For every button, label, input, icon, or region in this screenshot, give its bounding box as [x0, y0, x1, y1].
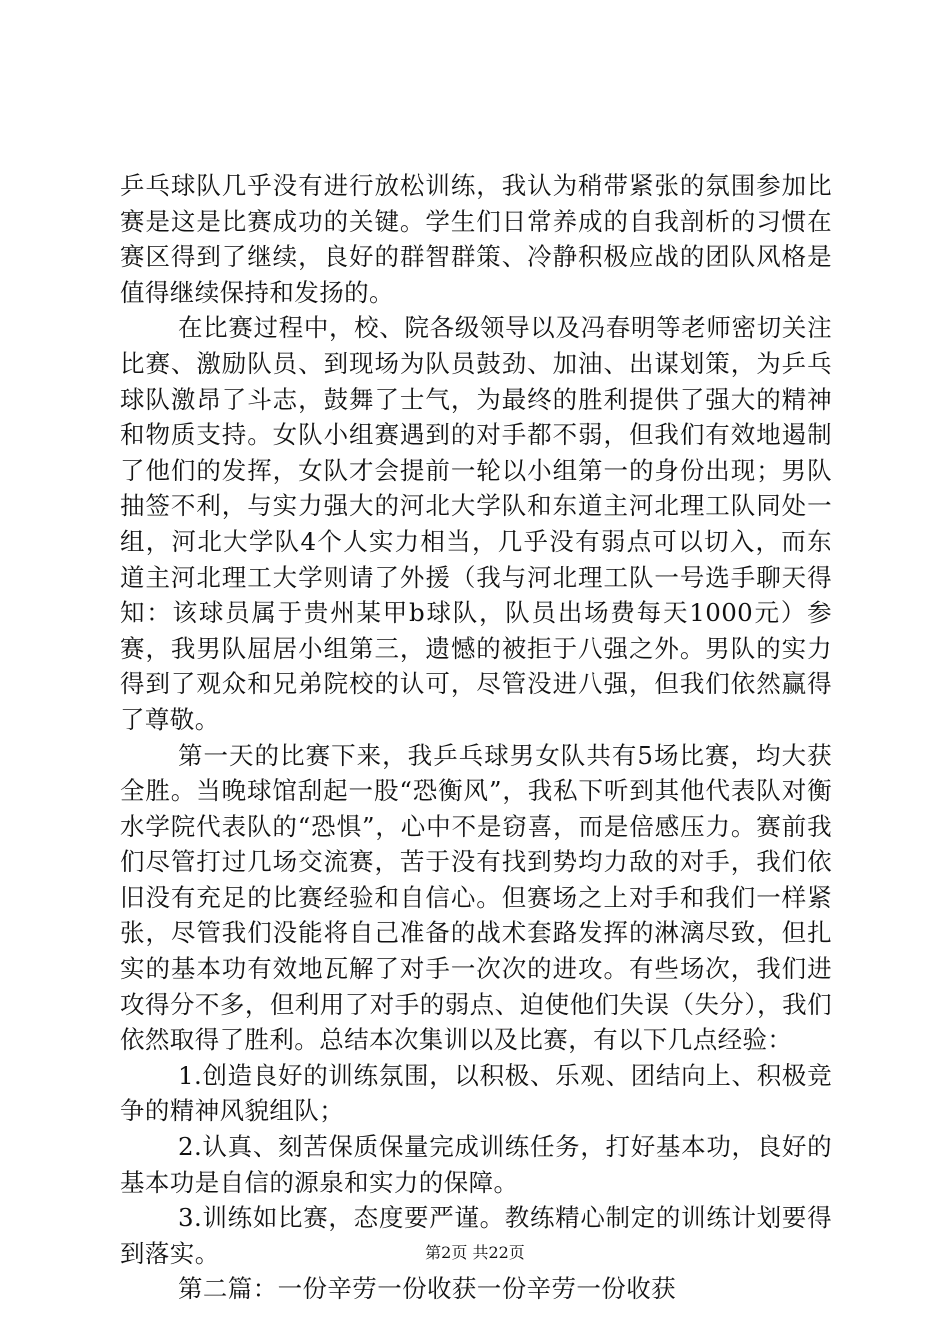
list-item-experience-3: 3.训练如比赛，态度要严谨。教练精心制定的训练计划要得到落实。 [120, 1203, 832, 1268]
list-item-experience-1: 1.创造良好的训练氛围，以积极、乐观、团结向上、积极竞争的精神风貌组队； [120, 1060, 832, 1126]
paragraph-leaders-support: 在比赛过程中，校、院各级领导以及冯春明等老师密切关注比赛、激励队员、到现场为队员鼓劲、加油、出谋划策，为乒乓球队激昂了斗志，鼓舞了士气，为最终的胜利提供了强大的精神和物质支持。女队小组赛遇到的对手都不弱，但我们有效地遏制了他们的发挥，女队才会提前一轮以小组第一的身份出现；男队抽签不利，与实力强大的河北大学队和东道主河北理工队同处一组，河北大学队4个人实力相当，几乎没有弱点可以切入，而东道主河北理工大学则请了外援（我与河北理工队一号选手聊天得知：该球员属于贵州某甲b球队，队员出场费每天1000元）参赛，我男队屈居小组第三，遗憾的被拒于八强之外。男队的实力得到了观众和兄弟院校的认可，尽管没进八强，但我们依然赢得了尊敬。 [120, 313, 832, 734]
paragraph-continuation: 乒乓球队几乎没有进行放松训练，我认为稍带紧张的氛围参加比赛是这是比赛成功的关键。学生们日常养成的自我剖析的习惯在赛区得到了继续，良好的群智群策、冷静积极应战的团队风格是值得继续保持和发扬的。 [120, 171, 832, 307]
paragraph-first-day: 第一天的比赛下来，我乒乓球男女队共有5场比赛，均大获全胜。当晚球馆刮起一股“恐衡风”，我私下听到其他代表队对衡水学院代表队的“恐惧”，心中不是窃喜，而是倍感压力。赛前我们尽管打过几场交流赛，苦于没有找到势均力敌的对手，我们依旧没有充足的比赛经验和自信心。但赛场之上对手和我们一样紧张，尽管我们没能将自己准备的战术套路发挥的淋漓尽致，但扎实的基本功有效地瓦解了对手一次次的进攻。有些场次，我们进攻得分不多，但利用了对手的弱点、迫使他们失误（失分），我们依然取得了胜利。总结本次集训以及比赛，有以下几点经验： [120, 740, 832, 1055]
section-heading-part-two: 第二篇：一份辛劳一份收获一份辛劳一份收获 [178, 1274, 676, 1304]
document-body [120, 168, 832, 1307]
page-number-footer: 第2页 共22页 [425, 1243, 525, 1262]
list-item-experience-2: 2.认真、刻苦保质保量完成训练任务，打好基本功，良好的基本功是自信的源泉和实力的保障。 [120, 1132, 832, 1197]
